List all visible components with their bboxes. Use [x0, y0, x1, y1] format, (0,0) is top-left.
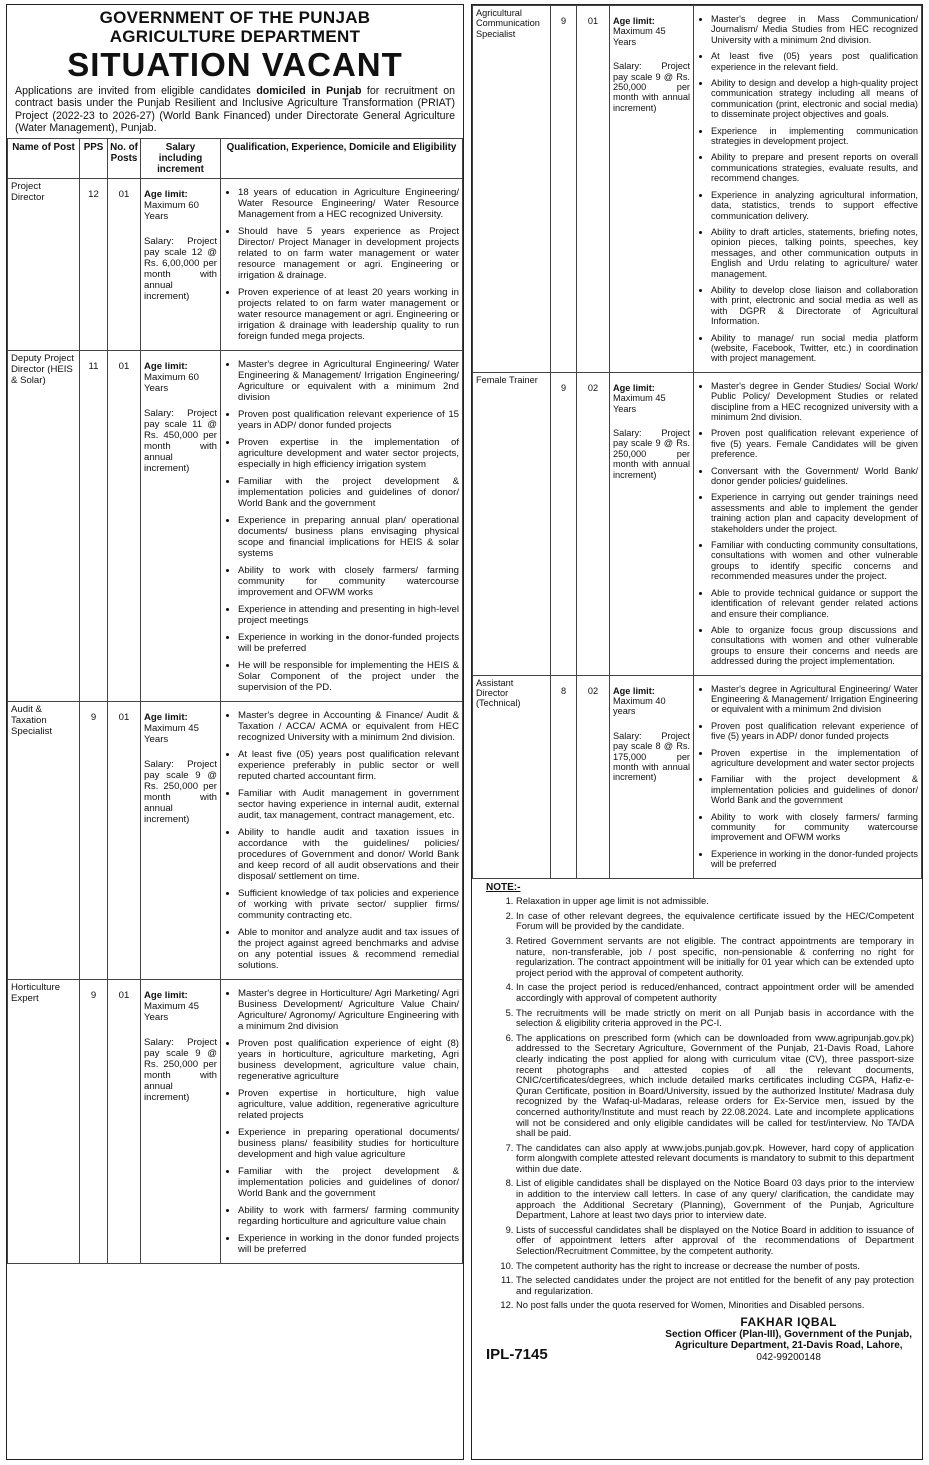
salary-text: Salary: Project pay scale 9 @ Rs. 250,000 per month with annual increment) [613, 61, 690, 113]
pps-cell [551, 372, 577, 675]
intro-domicile: domiciled in Punjab [256, 85, 362, 97]
left-column [6, 4, 464, 1460]
qualification-item: • Experience in analyzing agricultural information, data, statistics, trends to support effective communication delivery. [711, 190, 918, 221]
qualification-item: • Sufficient knowledge of tax policies and experience of working with private sector/ supplier firms/ community contracting etc. [238, 888, 459, 921]
age-value: Maximum 60 Years [144, 199, 199, 222]
jobs-table-right [472, 5, 922, 879]
age-limit [144, 181, 217, 222]
qualification-item: • Conversant with the Government/ World Bank/ donor gender policies/ guidelines. [711, 466, 918, 487]
post-name: Assistant Director (Technical) [473, 675, 551, 878]
header-posts: No. of Posts [108, 138, 141, 178]
posts-cell [108, 350, 141, 701]
qualification-item: • Proven post qualification relevant experience of five (5) years. Female Candidates will be given preference. [711, 428, 918, 459]
qualification-item: • Familiar with the project development & implementation policies and guidelines of donor/ World Bank and the government [711, 774, 918, 805]
qualification-cell [694, 6, 922, 373]
qualification-item: • Master's degree in Agricultural Engineering/ Water Engineering & Management/ Irrigation Engineering/ Agriculture or equivalent with a minimum 2nd division [238, 359, 459, 403]
note-item: 8. List of eligible candidates shall be displayed on the Notice Board 03 days prior to the interview in addition to the interview call letters. In case of any query/ clarification, the candidate may approach the Additional Secretary (Planning), Government of the Punjab, Agriculture Department, Lahore at least two days prior to interview date. [516, 1178, 914, 1220]
qualification-item: • Master's degree in Agricultural Engineering/ Water Engineering & Management/ Irrigation Engineering or equivalent with a minimum 2nd division [711, 684, 918, 715]
header-post: Name of Post [8, 138, 80, 178]
qualification-item: • Familiar with Audit management in government sector having experience in internal audit, external audit, tax management, contract management, etc. [238, 788, 459, 821]
signatory-phone: 042-99200148 [756, 1351, 821, 1363]
qualification-item: • Ability to handle audit and taxation issues in accordance with the guidelines/ policies/ procedures of Government and donor/ World Bank and keep record of all audit observations and their disposal/ settlement on time. [238, 827, 459, 882]
qualification-list [224, 704, 459, 977]
posts-cell [577, 372, 610, 675]
qualification-list [224, 982, 459, 1261]
qualification-item: • Ability to work with closely farmers/ farming community for community watercourse improvement and OFWM works [711, 812, 918, 843]
qualification-item: • Experience in implementing communication strategies in development project. [711, 126, 918, 147]
age-label: Age limit: [144, 711, 188, 723]
salary-cell [610, 675, 694, 878]
notes-section [472, 879, 922, 1311]
table-row [473, 675, 922, 878]
age-value: Maximum 60 Years [144, 371, 199, 394]
qualification-item: • Ability to prepare and present reports on overall communications strategies, evaluate results, and recommend changes. [711, 152, 918, 183]
header-qualification: Qualification, Experience, Domicile and Eligibility [221, 138, 463, 178]
table-row [8, 979, 463, 1263]
post-name: Female Trainer [473, 372, 551, 675]
qualification-item: • Master's degree in Horticulture/ Agri Marketing/ Agri Business Development/ Agriculture Value Chain/ Agriculture/ Agronomy/ Agriculture Engineering with a minimum 2nd division [238, 988, 459, 1032]
qualification-item: • At least five (05) years post qualification experience in the relevant field. [711, 51, 918, 72]
right-column [471, 4, 923, 1460]
government-title: GOVERNMENT OF THE PUNJAB [99, 8, 371, 27]
salary-cell [610, 6, 694, 373]
note-item: 1. Relaxation in upper age limit is not admissible. [516, 896, 914, 907]
post-name: Audit & Taxation Specialist [8, 701, 80, 979]
qualification-item: • Able to monitor and analyze audit and tax issues of the project against agreed benchmarks and advise on any potential issues & recommend remedial solutions. [238, 927, 459, 971]
posts-cell [577, 675, 610, 878]
qualification-cell [221, 979, 463, 1263]
qualification-item: • Ability to design and develop a high-quality project communication strategy including all means of communication (print, electronic and social media) to disseminate project objectives and goals. [711, 78, 918, 120]
salary-text: Salary: Project pay scale 9 @ Rs. 250,000 per month with annual increment) [613, 428, 690, 480]
age-limit [144, 353, 217, 394]
table-row [473, 372, 922, 675]
qualification-item: • Ability to work with closely farmers/ farming community for community watercourse improvement and OFWM works [238, 565, 459, 598]
age-limit [144, 704, 217, 745]
posts-cell [108, 701, 141, 979]
note-item: 11. The selected candidates under the project are not entitled for the benefit of any pay protection and regularization. [516, 1275, 914, 1296]
note-item: 3. Retired Government servants are not eligible. The contract appointments are temporary in nature, non-transferable, job / post specific, non-pensionable & conferring no right for regularization. The contract appointment will be initially for 01 year which can be extended upto project period with the approval of competent authority. [516, 936, 914, 978]
age-label: Age limit: [613, 685, 655, 696]
salary-text: Salary: Project pay scale 8 @ Rs. 175,000 per month with annual increment) [613, 730, 690, 783]
salary-text: Salary: Project pay scale 9 @ Rs. 250,000 per month with annual increment) [144, 1036, 217, 1103]
qualification-item: • Ability to work with farmers/ farming community regarding horticulture and agriculture value chain [238, 1205, 459, 1227]
posts-value: 01 [118, 188, 130, 200]
note-item: 9. Lists of successful candidates shall be displayed on the Notice Board in addition to issuance of offer of appointment letters after approval of the recommendations of Department Selection/Recruitment Committee, by the competent authority. [516, 1225, 914, 1257]
jobs-table-left [7, 138, 463, 1264]
qualification-item: • Proven post qualification experience of eight (8) years in horticulture, agriculture marketing, Agri business development, agriculture value chain, regenerative agriculture [238, 1038, 459, 1082]
qualification-item: • Proven expertise in the implementation of agriculture development and water sector projects [711, 748, 918, 769]
intro-paragraph: Applications are invited from eligible candidates domiciled in Punjab for recruitment on contract basis under the Punjab Resilient and Inclusive Agriculture Transformation (PRIAT) Project (2022-23 to 2026-27) (World Bank Financed) under Directorate General Agriculture (Water Management), Punjab. [15, 85, 455, 135]
qualification-list [697, 678, 918, 876]
qualification-cell [694, 675, 922, 878]
qualification-item: • Proven post qualification relevant experience of 15 years in ADP/ donor funded projects [238, 409, 459, 431]
qualification-item: • Experience in carrying out gender trainings need assessments and able to implement the gender training action plan and capacity development of stakeholders under the project. [711, 492, 918, 534]
pps-value: 9 [90, 711, 97, 723]
qualification-cell [221, 350, 463, 701]
note-item: 12. No post falls under the quota reserved for Women, Minorities and Disabled persons. [516, 1300, 914, 1311]
note-item: 6. The applications on prescribed form (which can be downloaded from www.agripunjab.gov.pk) addressed to the Secretary Agriculture, Government of the Punjab, 21-Davis Road, Lahore clearly indicating the post applied for along with curriculum vitae (CV), three passport-size recent photographs and attested copies of all the relevant documents, CNIC/certificates/degrees, which include detailed marks certificates including CGPA, Hafiz-e-Quran Certificate, position in Board/University, issued by the authorized Institute/ Madrasa duly recognized by the Wafaq-ul-Madaras, release orders for Ex-Service men, issued by the concerned authority/Institute and must reach by 22.08.2024. Late and incomplete applications will not be considered and only eligible candidates will be called for test/interview. No TA/DA shall be paid. [516, 1033, 914, 1139]
header-pps: PPS [80, 138, 108, 178]
age-label: Age limit: [144, 188, 188, 200]
qualification-list [224, 181, 459, 348]
signatory-line-1: Section Officer (Plan-III), Government of the Punjab, [665, 1328, 912, 1340]
notes-list [480, 896, 914, 1311]
qualification-list [697, 375, 918, 673]
post-name: Agricultural Communication Specialist [473, 6, 551, 373]
qualification-item: • Proven post qualification relevant experience of five (5) years in ADP/ donor funded projects [711, 721, 918, 742]
salary-cell [610, 372, 694, 675]
qualification-item: • 18 years of education in Agriculture Engineering/ Water Resource Engineering/ Water Resource Management from a HEC recognized University. [238, 187, 459, 220]
qualification-list [697, 8, 918, 370]
qualification-item: • Proven expertise in horticulture, high value agriculture, value addition, regenerative agriculture related projects [238, 1088, 459, 1121]
note-item: 10. The competent authority has the right to increase or decrease the number of posts. [516, 1261, 914, 1272]
qualification-item: • Should have 5 years experience as Project Director/ Project Manager in development projects related to on farm water management or water resource management or agri. Engineering or irrigation & drainage. [238, 226, 459, 281]
age-value: Maximum 45 Years [613, 393, 666, 414]
table-row [8, 350, 463, 701]
age-value: Maximum 45 Years [144, 722, 199, 745]
qualification-item: • Master's degree in Accounting & Finance/ Audit & Taxation / ACCA/ ACMA or equivalent from HEC recognized University with a minimum 2nd division. [238, 710, 459, 743]
note-item: 5. The recruitments will be made strictly on merit on all Punjab basis in accordance with the selection & eligibility criteria approved in the PC-I. [516, 1008, 914, 1029]
pps-value: 12 [88, 188, 99, 200]
age-value: Maximum 45 Years [144, 1000, 199, 1023]
page-title: SITUATION VACANT [67, 46, 403, 83]
notes-title: NOTE:- [486, 881, 521, 893]
posts-cell [577, 6, 610, 373]
pps-cell [551, 6, 577, 373]
qualification-item: • Experience in working in the donor funded projects will be preferred [238, 1233, 459, 1255]
table-row [473, 6, 922, 373]
signatory-line-2: Agriculture Department, 21-Davis Road, Lahore, [674, 1340, 903, 1351]
age-label: Age limit: [144, 989, 188, 1001]
header [7, 8, 463, 82]
ipl-number: IPL-7145 [486, 1346, 548, 1363]
salary-cell [141, 178, 221, 350]
note-item: 2. In case of other relevant degrees, the equivalence certificate issued by the HEC/Competent Forum will be provided by the candidate. [516, 911, 914, 932]
qualification-cell [221, 178, 463, 350]
qualification-list [224, 353, 459, 699]
qualification-item: • Experience in working in the donor-funded projects will be preferred [711, 849, 918, 870]
pps-cell [551, 675, 577, 878]
department-title: AGRICULTURE DEPARTMENT [109, 27, 361, 46]
qualification-item: • Master's degree in Mass Communication/ Journalism/ Media Studies from HEC recognized University with a minimum 2nd division. [711, 14, 918, 45]
age-value: Maximum 40 years [613, 695, 666, 717]
posts-value: 02 [587, 382, 599, 393]
qualification-item: • Ability to develop close liaison and collaboration with print, electronic and social media as well as with DGPR & Directorate of Agricultural Information. [711, 285, 918, 327]
pps-cell [80, 701, 108, 979]
salary-cell [141, 350, 221, 701]
posts-value: 01 [118, 711, 130, 723]
table-row [8, 178, 463, 350]
qualification-item: • Proven experience of at least 20 years working in projects related to on farm water management or water resource management or agri. Engineering or irrigation & drainage with leadership quality to run foreign funded mega projects. [238, 287, 459, 342]
age-limit [613, 678, 690, 717]
age-label: Age limit: [613, 16, 655, 26]
signatory-name: FAKHAR IQBAL [740, 1315, 837, 1329]
qualification-item: • Master's degree in Gender Studies/ Social Work/ Public Policy/ Development Studies or related discipline from a HEC recognized university with a minimum 2nd division. [711, 381, 918, 423]
qualification-item: • Able to provide technical guidance or support the identification of relevant gender related actions and ensure their compliance. [711, 588, 918, 619]
header-salary: Salary including increment [141, 138, 221, 178]
pps-value: 9 [560, 382, 567, 393]
note-item: 4. In case the project period is reduced/enhanced, contract appointment order will be amended accordingly with approval of competent authority [516, 982, 914, 1003]
qualification-item: • Experience in working in the donor-funded projects will be preferred [238, 632, 459, 654]
posts-value: 01 [118, 360, 130, 372]
post-name: Horticulture Expert [8, 979, 80, 1263]
salary-text: Salary: Project pay scale 9 @ Rs. 250,000 per month with annual increment) [144, 758, 217, 825]
salary-text: Salary: Project pay scale 12 @ Rs. 6,00,000 per month with annual increment) [144, 235, 217, 302]
age-limit [613, 375, 690, 414]
qualification-item: • Able to organize focus group discussions and consultations with women and other vulnerable groups to ensure their concerns and needs are addressed during the project implementation. [711, 625, 918, 667]
salary-text: Salary: Project pay scale 11 @ Rs. 450,000 per month with annual increment) [144, 407, 217, 474]
posts-cell [108, 178, 141, 350]
qualification-item: • Experience in preparing annual plan/ operational documents/ business plans envisaging physical scope and financial implications for HEIS & solar systems [238, 515, 459, 559]
salary-cell [141, 701, 221, 979]
age-value: Maximum 45 Years [613, 26, 666, 47]
posts-value: 01 [118, 989, 130, 1001]
post-name: Project Director [8, 178, 80, 350]
pps-cell [80, 979, 108, 1263]
qualification-item: • Ability to draft articles, statements, briefing notes, opinion pieces, talking points, speeches, key messages, and other communication outputs in English and Urdu relating to agriculture/ water management. [711, 227, 918, 279]
age-label: Age limit: [613, 382, 655, 393]
pps-cell [80, 350, 108, 701]
qualification-item: • Familiar with the project development & implementation policies and guidelines of donor/ World Bank and the government [238, 476, 459, 509]
age-label: Age limit: [144, 360, 188, 372]
pps-cell [80, 178, 108, 350]
salary-cell [141, 979, 221, 1263]
pps-value: 8 [560, 685, 567, 696]
qualification-item: • Familiar with conducting community consultations, consultations with women and other vulnerable groups to identify specific concerns and recommended measures under the project. [711, 540, 918, 582]
posts-value: 02 [587, 685, 599, 696]
qualification-item: • Ability to manage/ run social media platform (website, Facebook, Twitter, etc.) in coordination with project management. [711, 333, 918, 364]
pps-value: 9 [560, 16, 567, 26]
qualification-item: • At least five (05) years post qualification relevant experience preferably in public sector or well reputed charted accountant firm. [238, 749, 459, 782]
pps-value: 11 [88, 360, 99, 372]
table-header-row [8, 138, 463, 178]
qualification-item: • Experience in preparing operational documents/ business plans/ feasibility studies for horticulture development and high value agriculture [238, 1127, 459, 1160]
signatory [665, 1317, 912, 1363]
post-name: Deputy Project Director (HEIS & Solar) [8, 350, 80, 701]
qualification-item: • Familiar with the project development & implementation policies and guidelines of donor/ World Bank and the government [238, 1166, 459, 1199]
qualification-item: • Experience in attending and presenting in high-level project meetings [238, 604, 459, 626]
signature-block [472, 1315, 922, 1363]
note-item: 7. The candidates can also apply at www.jobs.punjab.gov.pk. However, hard copy of application form alongwith complete attested relevant documents is mandatory to submit to this department within due date. [516, 1143, 914, 1175]
qualification-item: • Proven expertise in the implementation of agriculture development and water sector projects, especially in high efficiency irrigation system [238, 437, 459, 470]
posts-cell [108, 979, 141, 1263]
age-limit [613, 8, 690, 47]
posts-value: 01 [587, 16, 599, 26]
table-row [8, 701, 463, 979]
qualification-cell [694, 372, 922, 675]
qualification-item: • He will be responsible for implementing the HEIS & Solar Component of the project under the supervision of the PD. [238, 660, 459, 693]
pps-value: 9 [90, 989, 97, 1001]
qualification-cell [221, 701, 463, 979]
age-limit [144, 982, 217, 1023]
